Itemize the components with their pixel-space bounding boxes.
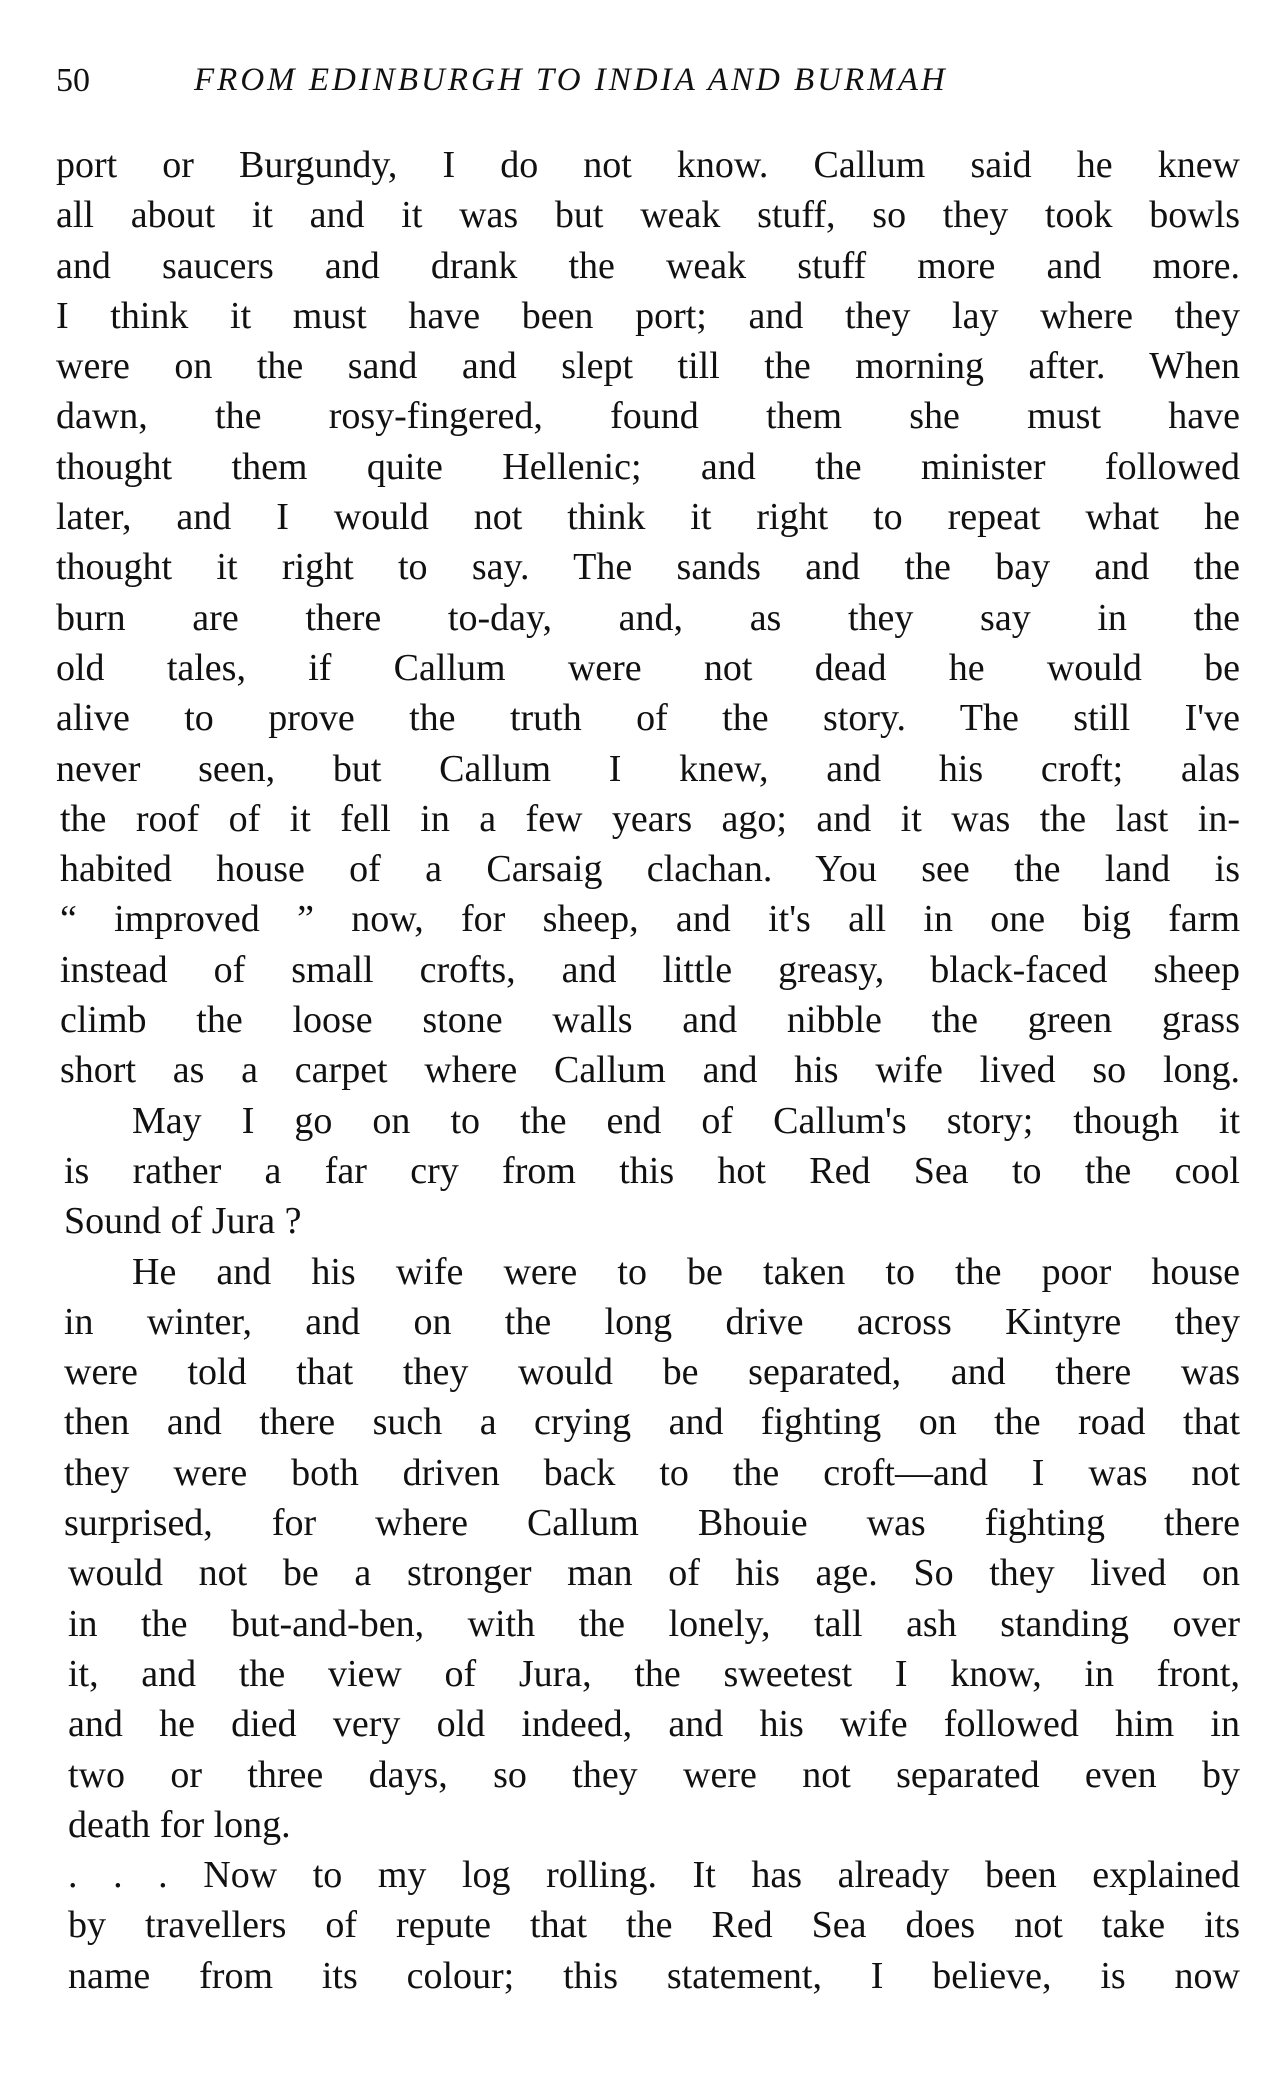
body-text bbox=[56, 140, 1240, 2001]
running-title: FROM EDINBURGH TO INDIA AND BURMAH bbox=[194, 62, 948, 98]
text-line: thought them quite Hellenic; and the minister followed bbox=[56, 445, 1240, 488]
text-line: Sound of Jura ? bbox=[64, 1200, 302, 1243]
text-line: thought it right to say. The sands and the bay and the bbox=[56, 546, 1240, 589]
text-line: it, and the view of Jura, the sweetest I know, in front, bbox=[68, 1652, 1240, 1695]
text-line: and saucers and drank the weak stuff more and more. bbox=[56, 244, 1240, 287]
page-header bbox=[56, 62, 1236, 112]
text-line: were on the sand and slept till the morning after. When bbox=[56, 345, 1240, 388]
text-line: in winter, and on the long drive across Kintyre they bbox=[64, 1300, 1240, 1343]
text-line: name from its colour; this statement, I believe, is now bbox=[68, 1954, 1240, 1997]
text-line: in the but-and-ben, with the lonely, tall ash standing over bbox=[68, 1602, 1240, 1645]
text-line: alive to prove the truth of the story. The still I've bbox=[56, 697, 1240, 740]
page-number: 50 bbox=[56, 62, 90, 99]
text-line: He and his wife were to be taken to the poor house bbox=[132, 1250, 1240, 1293]
text-line: old tales, if Callum were not dead he would be bbox=[56, 646, 1240, 689]
text-line: “ improved ” now, for sheep, and it's all in one big farm bbox=[60, 898, 1240, 941]
text-line: by travellers of repute that the Red Sea does not take its bbox=[68, 1904, 1240, 1947]
text-line: instead of small crofts, and little greasy, black-faced sheep bbox=[60, 948, 1240, 991]
text-line: they were both driven back to the croft—and I was not bbox=[64, 1451, 1240, 1494]
text-line: port or Burgundy, I do not know. Callum said he knew bbox=[56, 144, 1240, 186]
text-line: dawn, the rosy-fingered, found them she must have bbox=[56, 395, 1240, 438]
text-line: burn are there to-day, and, as they say in the bbox=[56, 596, 1240, 639]
text-line: death for long. bbox=[68, 1803, 291, 1846]
text-line: . . . Now to my log rolling. It has already been explained bbox=[68, 1854, 1240, 1897]
text-line: climb the loose stone walls and nibble the green grass bbox=[60, 999, 1240, 1042]
text-line: the roof of it fell in a few years ago; and it was the last in- bbox=[60, 797, 1240, 840]
text-line: short as a carpet where Callum and his wife lived so long. bbox=[60, 1049, 1240, 1092]
text-line: habited house of a Carsaig clachan. You see the land is bbox=[60, 848, 1240, 891]
text-line: I think it must have been port; and they lay where they bbox=[56, 294, 1240, 337]
text-line: May I go on to the end of Callum's story; though it bbox=[132, 1099, 1240, 1142]
text-line: never seen, but Callum I knew, and his croft; alas bbox=[56, 747, 1240, 790]
text-line: were told that they would be separated, and there was bbox=[64, 1351, 1240, 1394]
text-line: two or three days, so they were not separated even by bbox=[68, 1753, 1240, 1796]
text-line: all about it and it was but weak stuff, so they took bowls bbox=[56, 194, 1240, 237]
text-line: is rather a far cry from this hot Red Sea to the cool bbox=[64, 1149, 1240, 1192]
text-line: would not be a stronger man of his age. So they lived on bbox=[68, 1552, 1240, 1595]
text-line: later, and I would not think it right to repeat what he bbox=[56, 496, 1240, 539]
text-line: then and there such a crying and fighting on the road that bbox=[64, 1401, 1240, 1444]
text-line: surprised, for where Callum Bhouie was fighting there bbox=[64, 1502, 1240, 1545]
text-line: and he died very old indeed, and his wife followed him in bbox=[68, 1703, 1240, 1746]
